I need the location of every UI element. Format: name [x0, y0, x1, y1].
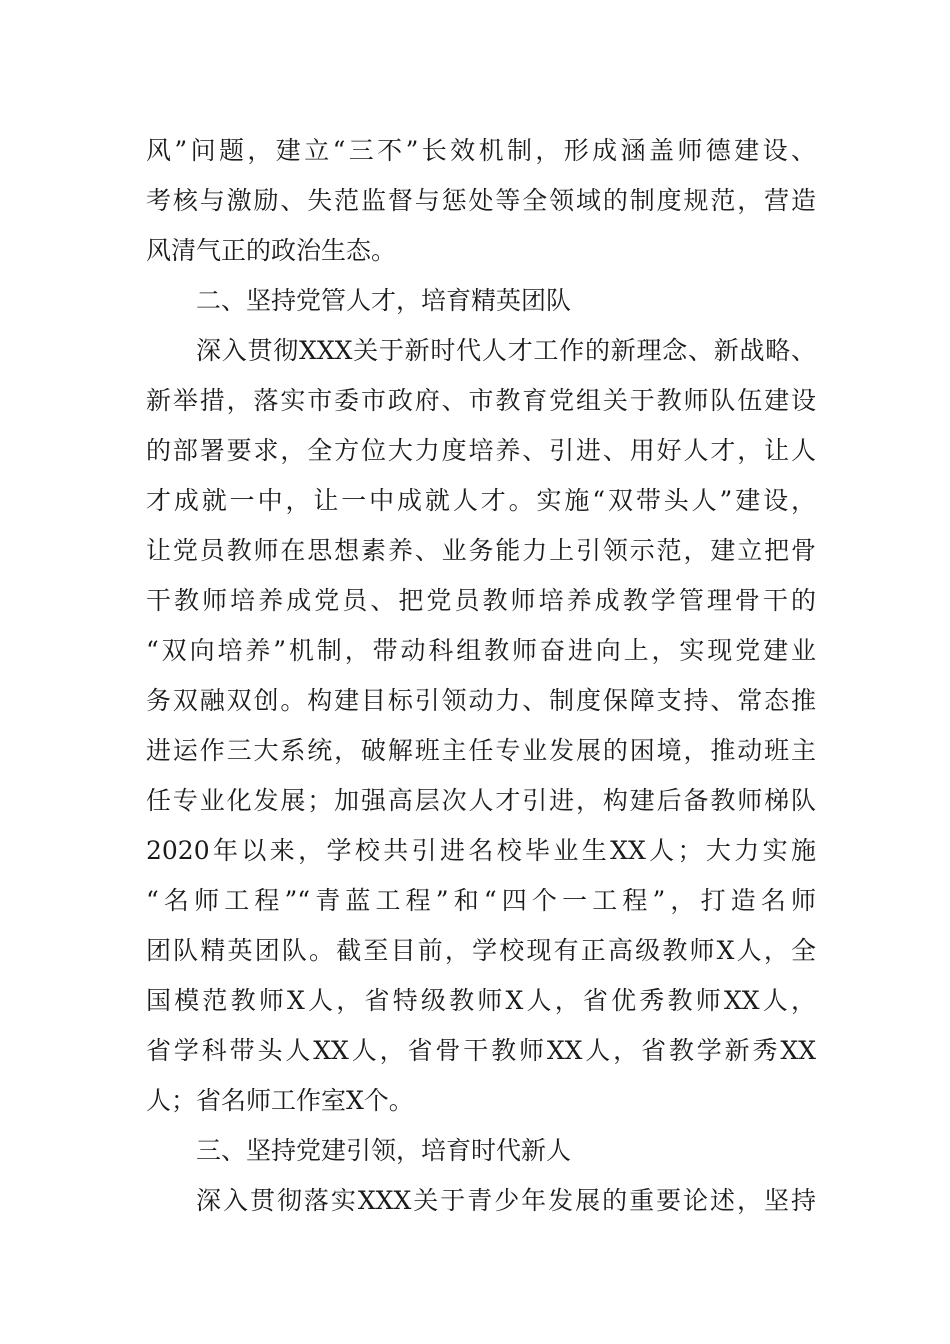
paragraph-line: “双向培养”机制，带动科组教师奋进向上，实现党建业 — [146, 636, 816, 665]
paragraph-line: 才成就一中，让一中成就人才。实施“双带头人”建设， — [146, 486, 816, 515]
paragraph-line: 任专业化发展；加强高层次人才引进，构建后备教师梯队 — [146, 786, 816, 815]
paragraph-line: 考核与激励、失范监督与惩处等全领域的制度规范，营造 — [146, 186, 816, 215]
paragraph-line: 2020年以来，学校共引进名校毕业生XX人；大力实施 — [146, 836, 816, 865]
paragraph-line: 团队精英团队。截至目前，学校现有正高级教师X人，全 — [146, 936, 816, 965]
paragraph-line: 干教师培养成党员、把党员教师培养成教学管理骨干的 — [146, 586, 816, 615]
paragraph-line: 进运作三大系统，破解班主任专业发展的困境，推动班主 — [146, 736, 816, 765]
paragraph-line: 深入贯彻XXX关于新时代人才工作的新理念、新战略、 — [196, 336, 816, 365]
paragraph-line: 让党员教师在思想素养、业务能力上引领示范，建立把骨 — [146, 536, 816, 565]
document-body — [146, 126, 816, 1226]
paragraph-line: 深入贯彻落实XXX关于青少年发展的重要论述，坚持 — [196, 1186, 816, 1215]
section-heading-3: 三、坚持党建引领，培育时代新人 — [196, 1136, 572, 1165]
paragraph-line: 国模范教师X人，省特级教师X人，省优秀教师XX人， — [146, 986, 816, 1015]
paragraph-line: 人；省名师工作室X个。 — [146, 1086, 414, 1115]
paragraph-line: 务双融双创。构建目标引领动力、制度保障支持、常态推 — [146, 686, 816, 715]
paragraph-line: 新举措，落实市委市政府、市教育党组关于教师队伍建设 — [146, 386, 816, 415]
paragraph-line: 风清气正的政治生态。 — [146, 236, 397, 265]
paragraph-line: 的部署要求，全方位大力度培养、引进、用好人才，让人 — [146, 436, 816, 465]
paragraph-line: 风”问题，建立“三不”长效机制，形成涵盖师德建设、 — [146, 136, 816, 165]
section-heading-2: 二、坚持党管人才，培育精英团队 — [196, 286, 572, 315]
paragraph-line: 省学科带头人XX人，省骨干教师XX人，省教学新秀XX — [146, 1036, 816, 1065]
paragraph-line: “名师工程”“青蓝工程”和“四个一工程”，打造名师 — [146, 886, 816, 915]
